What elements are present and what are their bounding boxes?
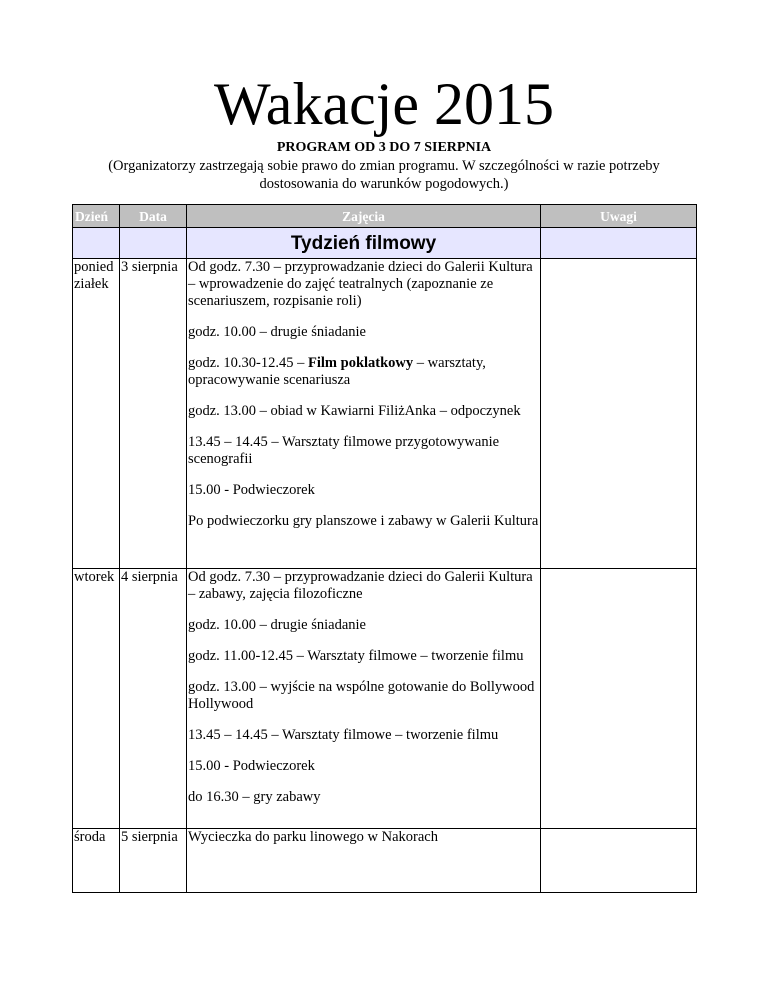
disclaimer-note: [80, 157, 688, 193]
activity-item: 13.45 – 14.45 – Warsztaty filmowe – tworzenie filmu: [188, 727, 499, 743]
activity-item: 13.45 – 14.45 – Warsztaty filmowe przygotowywanie scenografii: [188, 434, 500, 467]
notes-cell: [541, 829, 697, 893]
schedule-table: [72, 204, 697, 893]
activity-item: godz. 10.00 – drugie śniadanie: [188, 617, 366, 633]
activity-item: godz. 10.00 – drugie śniadanie: [188, 324, 366, 340]
activity-item: Od godz. 7.30 – przyprowadzanie dzieci do Galerii Kultura – wprowadzenie do zajęć teatralnych (zapoznanie ze scenariuszem, rozpisanie roli): [188, 259, 533, 309]
activities-cell: [187, 259, 541, 569]
disclaimer-line-2: dostosowania do warunków pogodowych.): [259, 176, 509, 192]
week-date-cell: [120, 228, 187, 259]
activity-item: Od godz. 7.30 – przyprowadzanie dzieci do Galerii Kultura – zabawy, zajęcia filozoficzne: [188, 569, 533, 602]
week-row: [73, 228, 697, 259]
column-header-activities: Zajęcia: [187, 205, 541, 228]
week-day-cell: [73, 228, 120, 259]
page-title: Wakacje 2015: [213, 71, 555, 137]
activity-item: godz. 13.00 – wyjście na wspólne gotowanie do Bollywood Hollywood: [188, 679, 535, 712]
activity-item: 15.00 - Podwieczorek: [188, 482, 315, 498]
notes-cell: [541, 259, 697, 569]
activity-item: Po podwieczorku gry planszowe i zabawy w Galerii Kultura: [188, 513, 539, 529]
disclaimer-line-1: (Organizatorzy zastrzegają sobie prawo do zmian programu. W szczególności w razie potrzeby: [108, 158, 660, 174]
activities-cell: [187, 829, 541, 893]
date-cell: 4 sierpnia: [120, 569, 187, 829]
table-row: [73, 259, 697, 569]
date-cell: 5 sierpnia: [120, 829, 187, 893]
week-notes-cell: [541, 228, 697, 259]
date-cell: 3 sierpnia: [120, 259, 187, 569]
week-title: Tydzień filmowy: [187, 228, 541, 259]
day-cell: poniedziałek: [73, 259, 120, 569]
notes-cell: [541, 569, 697, 829]
column-header-day: Dzień: [73, 205, 120, 228]
activity-item: godz. 11.00-12.45 – Warsztaty filmowe – tworzenie filmu: [188, 648, 524, 664]
table-row: [73, 569, 697, 829]
program-subtitle: PROGRAM OD 3 DO 7 SIERPNIA: [276, 140, 492, 155]
column-header-notes: Uwagi: [541, 205, 697, 228]
table-row: [73, 829, 697, 893]
activity-item: godz. 10.30-12.45 – Film poklatkowy – warsztaty, opracowywanie scenariusza: [188, 355, 486, 388]
activity-item: Wycieczka do parku linowego w Nakorach: [188, 829, 438, 845]
column-header-date: Data: [120, 205, 187, 228]
day-cell: wtorek: [73, 569, 120, 829]
activity-item: 15.00 - Podwieczorek: [188, 758, 315, 774]
activity-item: godz. 13.00 – obiad w Kawiarni FiliżAnka – odpoczynek: [188, 403, 521, 419]
activity-highlight: Film poklatkowy: [308, 355, 414, 371]
activity-item: do 16.30 – gry zabawy: [188, 789, 321, 805]
day-cell: środa: [73, 829, 120, 893]
header-row: [73, 205, 697, 228]
activities-cell: [187, 569, 541, 829]
